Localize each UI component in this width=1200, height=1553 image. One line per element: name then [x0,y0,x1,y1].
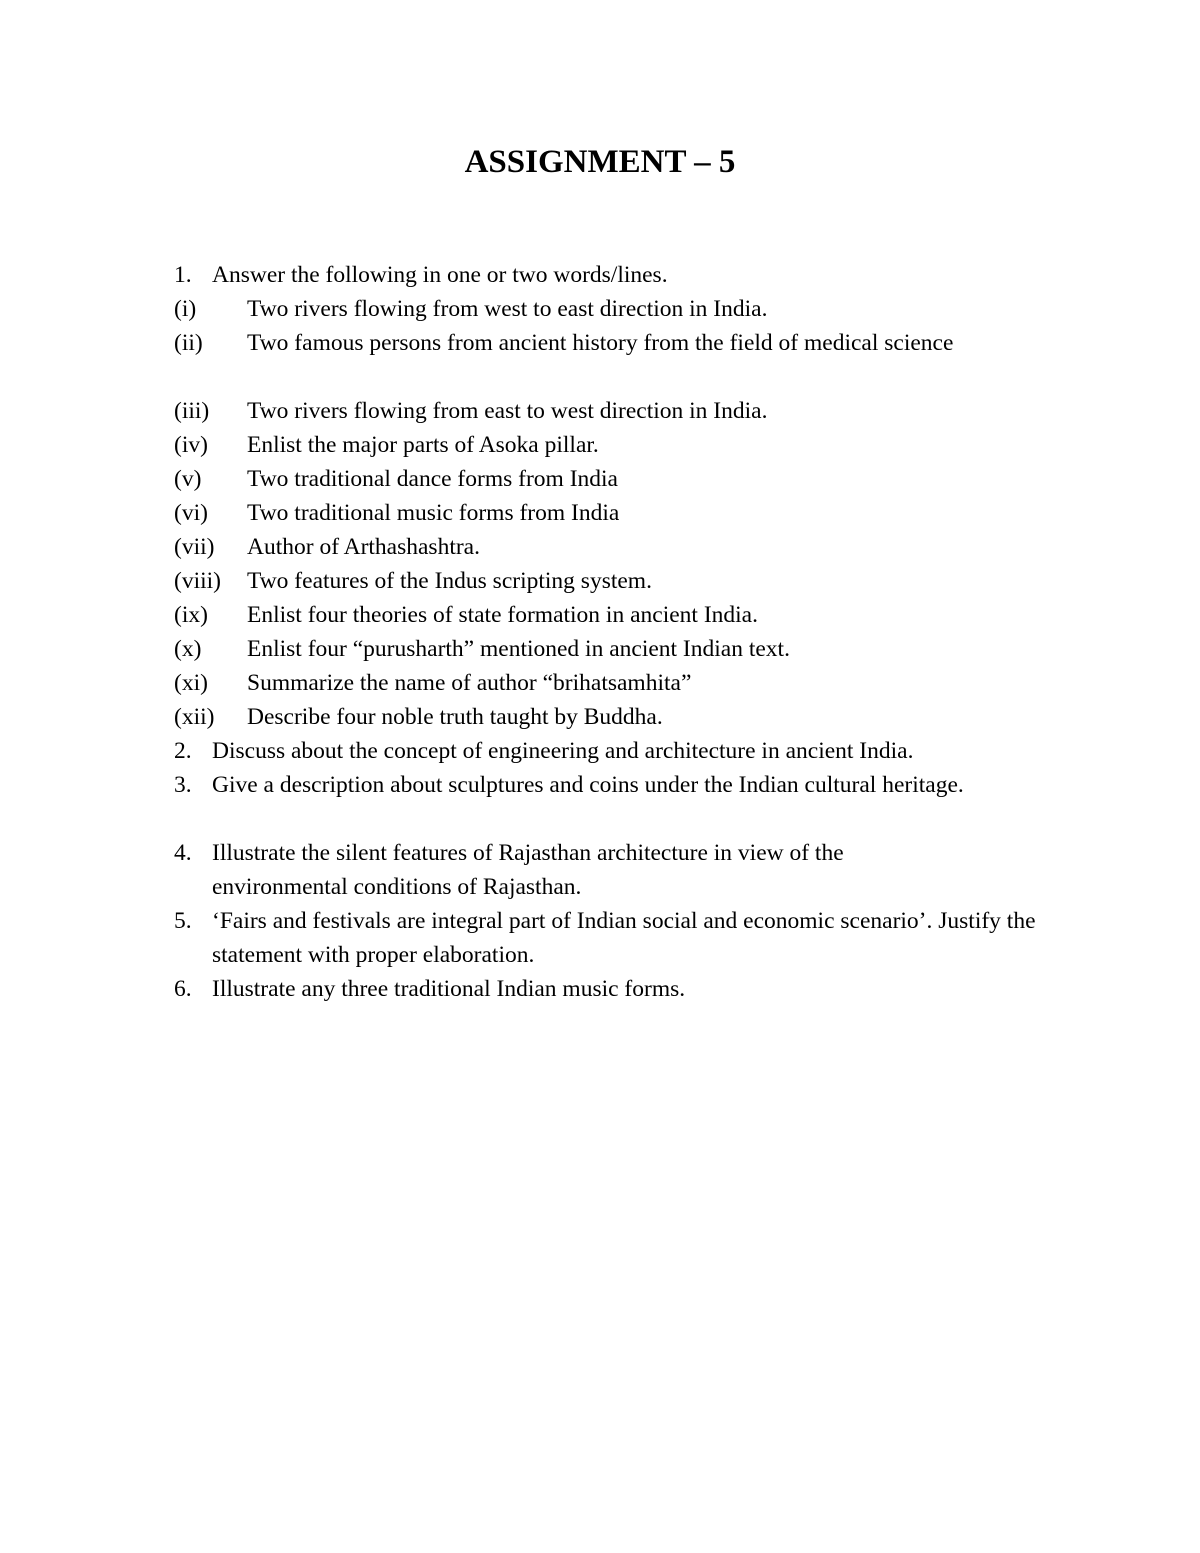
sub-question-vii [174,530,1114,564]
sub-question-iv [174,428,1114,462]
question-3 [174,768,1114,836]
question-number: 4. [174,840,192,866]
sub-question-marker: (vii) [174,534,215,560]
question-2 [174,734,1114,768]
question-6 [174,972,1114,1006]
question-number: 5. [174,908,192,934]
sub-question-ii [174,326,1114,394]
sub-question-vi [174,496,1114,530]
sub-question-marker: (viii) [174,568,221,594]
sub-question-text: Two features of the Indus scripting system. [247,568,652,594]
sub-question-marker: (xi) [174,670,208,696]
sub-question-xi [174,666,1114,700]
sub-question-ix [174,598,1114,632]
sub-question-viii [174,564,1114,598]
sub-question-text: Two rivers flowing from east to west direction in India. [247,398,768,424]
question-text: Discuss about the concept of engineering and architecture in ancient India. [212,738,914,764]
sub-question-text: Two rivers flowing from west to east direction in India. [247,296,768,322]
question-text: Illustrate the silent features of Rajasthan architecture in view of the environmental conditions of Rajasthan. [212,840,844,900]
assignment-title: ASSIGNMENT – 5 [464,144,736,180]
sub-question-v [174,462,1114,496]
sub-question-marker: (iv) [174,432,208,458]
question-4 [174,836,1114,904]
sub-question-marker: (vi) [174,500,208,526]
question-number: 1. [174,262,192,288]
sub-question-text: Two traditional music forms from India [247,500,620,526]
sub-question-text: Enlist the major parts of Asoka pillar. [247,432,599,458]
sub-question-marker: (iii) [174,398,210,424]
sub-question-text: Two traditional dance forms from India [247,466,618,492]
sub-question-text: Summarize the name of author “brihatsamhita” [247,670,692,696]
sub-question-marker: (xii) [174,704,215,730]
sub-question-text: Describe four noble truth taught by Buddha. [247,704,663,730]
question-text: Give a description about sculptures and coins under the Indian cultural heritage. [212,772,964,798]
sub-question-marker: (ii) [174,330,203,356]
question-text: Illustrate any three traditional Indian music forms. [212,976,686,1002]
question-number: 6. [174,976,192,1002]
question-1 [174,258,1114,292]
sub-question-xii [174,700,1114,734]
sub-question-iii [174,394,1114,428]
question-text: Answer the following in one or two words/lines. [212,262,668,288]
sub-question-text: Enlist four “purusharth” mentioned in ancient Indian text. [247,636,790,662]
sub-question-marker: (ix) [174,602,208,628]
sub-question-i [174,292,1114,326]
question-number: 3. [174,772,192,798]
sub-question-text: Author of Arthashashtra. [247,534,480,560]
sub-question-text: Enlist four theories of state formation in ancient India. [247,602,758,628]
sub-question-marker: (i) [174,296,197,322]
question-number: 2. [174,738,192,764]
sub-question-text: Two famous persons from ancient history from the field of medical science [247,330,954,356]
sub-question-marker: (x) [174,636,202,662]
sub-question-x [174,632,1114,666]
question-list [174,258,1114,1006]
question-text: ‘Fairs and festivals are integral part of Indian social and economic scenario’. Justify the statement with proper elaboration. [212,908,1036,968]
sub-question-marker: (v) [174,466,202,492]
question-5 [174,904,1114,972]
